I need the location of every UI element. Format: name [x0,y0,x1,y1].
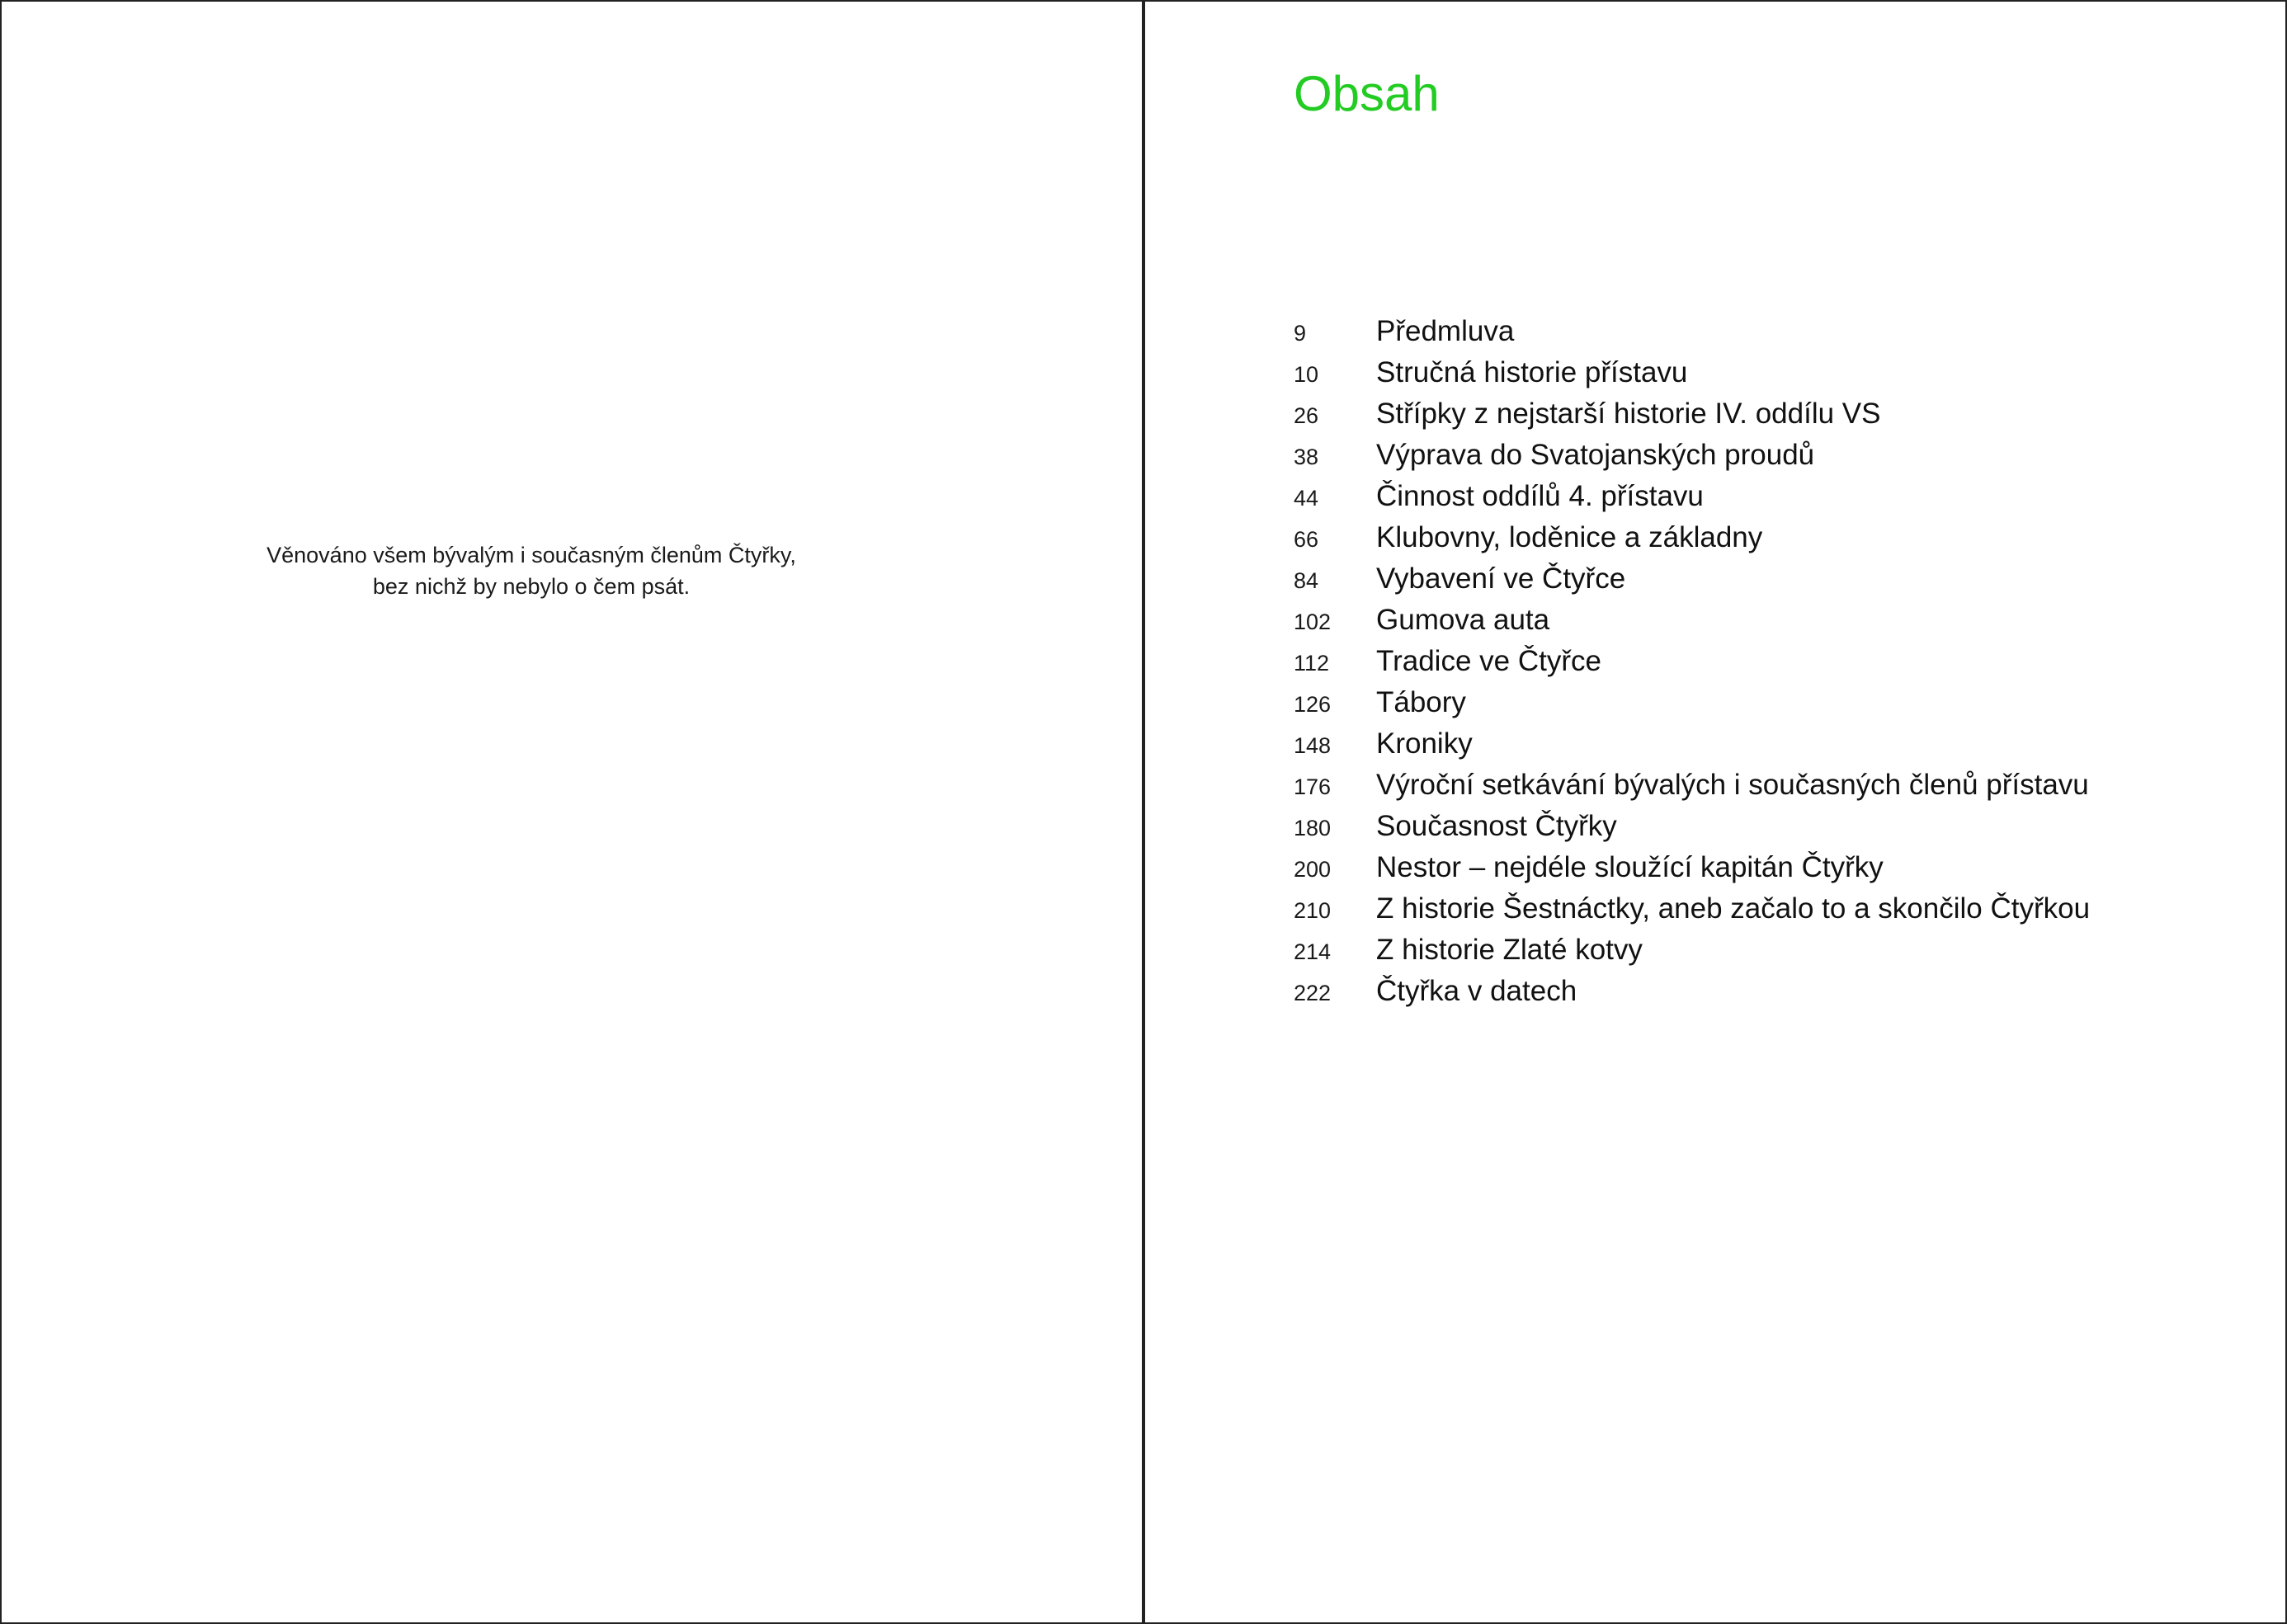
toc-page-number: 112 [1294,651,1330,675]
dedication [2,539,1061,602]
toc-entry[interactable] [1294,723,2090,765]
toc-page-number: 84 [1294,568,1319,593]
toc-page-number: 102 [1294,610,1332,634]
toc-page-number: 214 [1294,939,1332,964]
toc-entry[interactable] [1294,847,2090,888]
toc-page-number: 148 [1294,733,1332,758]
toc-chapter-title: Kroniky [1376,727,1473,760]
toc-chapter-title: Nestor – nejdéle sloužící kapitán Čtyřky [1376,851,1884,883]
toc-page-number: 10 [1294,362,1319,387]
toc-page-number: 38 [1294,445,1319,469]
toc-page-number: 66 [1294,527,1319,552]
toc-entry[interactable] [1294,476,2090,517]
toc-entry[interactable] [1294,600,2090,641]
toc-page-number: 44 [1294,486,1319,511]
right-page [1144,0,2287,1624]
toc-entry[interactable] [1294,393,2090,435]
dedication-line-2: bez nichž by nebylo o čem psát. [372,574,691,599]
toc-chapter-title: Předmluva [1376,315,1515,347]
toc-chapter-title: Gumova auta [1376,604,1550,636]
toc-entry[interactable] [1294,930,2090,971]
toc-chapter-title: Stručná historie přístavu [1376,356,1688,388]
toc-chapter-title: Klubovny, loděnice a základny [1376,521,1763,553]
toc-entry[interactable] [1294,765,2090,806]
toc-entry[interactable] [1294,517,2090,558]
toc-chapter-title: Vybavení ve Čtyřce [1376,563,1626,595]
toc-chapter-title: Současnost Čtyřky [1376,810,1617,842]
toc-chapter-title: Z historie Zlaté kotvy [1376,934,1643,966]
table-of-contents [1294,311,2090,1012]
toc-page-number: 200 [1294,857,1332,882]
page-title: Obsah [1294,66,1440,121]
toc-chapter-title: Tradice ve Čtyřce [1376,645,1601,677]
toc-chapter-title: Z historie Šestnáctky, aneb začalo to a skončilo Čtyřkou [1376,892,2091,925]
toc-chapter-title: Tábory [1376,686,1466,718]
toc-page-number: 210 [1294,898,1332,923]
toc-page-number: 180 [1294,816,1332,840]
toc-chapter-title: Činnost oddílů 4. přístavu [1376,480,1704,512]
toc-page-number: 126 [1294,692,1332,717]
toc-entry[interactable] [1294,682,2090,723]
toc-page-number: 222 [1294,981,1332,1005]
toc-page-number: 176 [1294,774,1332,799]
dedication-line-1: Věnováno všem bývalým i současným členům Čtyřky, [266,543,796,567]
toc-chapter-title: Střípky z nejstarší historie IV. oddílu VS [1376,398,1881,430]
toc-chapter-title: Výroční setkávání bývalých i současných členů přístavu [1376,769,2089,801]
toc-entry[interactable] [1294,352,2090,393]
toc-entry[interactable] [1294,641,2090,682]
toc-page-number: 26 [1294,403,1319,428]
toc-entry[interactable] [1294,806,2090,847]
toc-entry[interactable] [1294,311,2090,352]
toc-entry[interactable] [1294,888,2090,930]
toc-entry[interactable] [1294,435,2090,476]
toc-page-number: 9 [1294,321,1307,346]
toc-entry[interactable] [1294,971,2090,1012]
toc-chapter-title: Čtyřka v datech [1376,975,1577,1007]
toc-chapter-title: Výprava do Svatojanských proudů [1376,439,1815,471]
toc-entry[interactable] [1294,558,2090,600]
